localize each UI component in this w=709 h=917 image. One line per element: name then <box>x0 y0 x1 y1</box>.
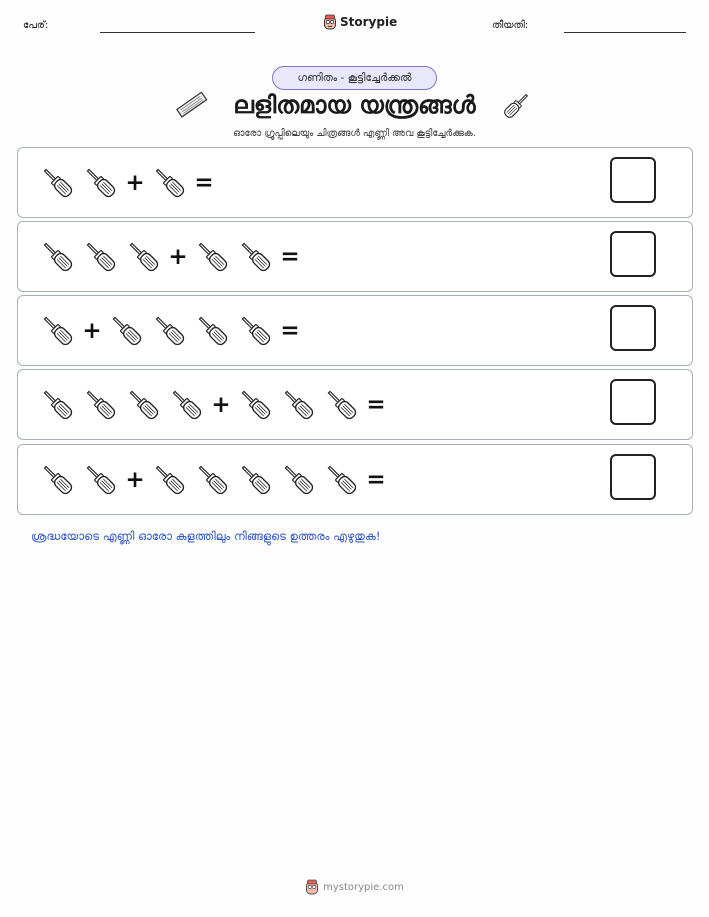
screwdriver-icon <box>277 385 320 425</box>
screwdriver-icon <box>36 163 79 203</box>
screwdriver-icon <box>320 385 363 425</box>
screwdriver-icon <box>36 460 79 500</box>
answer-box[interactable] <box>610 454 656 500</box>
plus-sign: + <box>82 317 102 344</box>
answer-box[interactable] <box>610 305 656 351</box>
screwdriver-icon <box>36 311 79 351</box>
problem-row <box>17 369 693 440</box>
equation <box>36 148 217 217</box>
screwdriver-icon <box>234 311 277 351</box>
screwdriver-icon <box>79 460 122 500</box>
plus-sign: + <box>211 391 231 418</box>
screwdriver-icon <box>234 460 277 500</box>
plus-sign: + <box>125 466 145 493</box>
storypie-logo-icon <box>305 879 319 895</box>
screwdriver-icon <box>36 385 79 425</box>
screwdriver-icon <box>122 385 165 425</box>
screwdriver-icon <box>148 163 191 203</box>
screwdriver-icon <box>79 237 122 277</box>
screwdriver-icon <box>122 237 165 277</box>
brand-name: Storypie <box>340 15 398 29</box>
page-title: ലളിതമായ യന്ത്രങ്ങൾ <box>233 91 476 119</box>
problem-row <box>17 147 693 218</box>
screwdriver-icon <box>79 163 122 203</box>
problem-row <box>17 295 693 366</box>
equation <box>36 222 303 291</box>
screwdriver-icon <box>148 311 191 351</box>
name-line[interactable] <box>100 32 255 33</box>
name-label: പേര്: <box>23 20 49 31</box>
plus-sign: + <box>125 169 145 196</box>
equals-sign: = <box>366 391 386 418</box>
screwdriver-icon <box>36 237 79 277</box>
screwdriver-icon <box>105 311 148 351</box>
equation <box>36 296 303 365</box>
screwdriver-icon <box>191 237 234 277</box>
instructions: ഓരോ ഗ്രൂപ്പിലെയും ചിത്രങ്ങൾ എണ്ണി അവ കൂട്ടിച്ചേർക്കുക. <box>233 128 476 139</box>
problem-row <box>17 221 693 292</box>
equals-sign: = <box>194 169 214 196</box>
answer-box[interactable] <box>610 157 656 203</box>
answer-box[interactable] <box>610 379 656 425</box>
problem-row <box>17 444 693 515</box>
equals-sign: = <box>366 466 386 493</box>
plus-sign: + <box>168 243 188 270</box>
equation <box>36 370 389 439</box>
screwdriver-icon <box>320 460 363 500</box>
date-line[interactable] <box>564 32 686 33</box>
screwdriver-icon <box>79 385 122 425</box>
equals-sign: = <box>280 317 300 344</box>
brand <box>323 14 397 30</box>
topic-tag: ഗണിതം - കൂട്ടിച്ചേർക്കൽ <box>272 66 437 90</box>
footer-url[interactable]: mystorypie.com <box>323 881 404 893</box>
screwdriver-icon <box>191 460 234 500</box>
storypie-logo-icon <box>323 14 337 30</box>
footer <box>0 879 709 895</box>
answer-box[interactable] <box>610 231 656 277</box>
reminder-note: ശ്രദ്ധയോടെ എണ്ണി ഓരോ കളത്തിലും നിങ്ങളുടെ ഉത്തരം എഴുതുക! <box>31 529 381 543</box>
screwdriver-icon <box>234 237 277 277</box>
screwdriver-icon <box>191 311 234 351</box>
screwdriver-icon <box>234 385 277 425</box>
screwdriver-icon <box>148 460 191 500</box>
screwdriver-icon <box>277 460 320 500</box>
screwdriver-icon <box>165 385 208 425</box>
equation <box>36 445 389 514</box>
equals-sign: = <box>280 243 300 270</box>
screwdriver-icon <box>500 90 532 122</box>
date-label: തീയതി: <box>492 20 529 31</box>
